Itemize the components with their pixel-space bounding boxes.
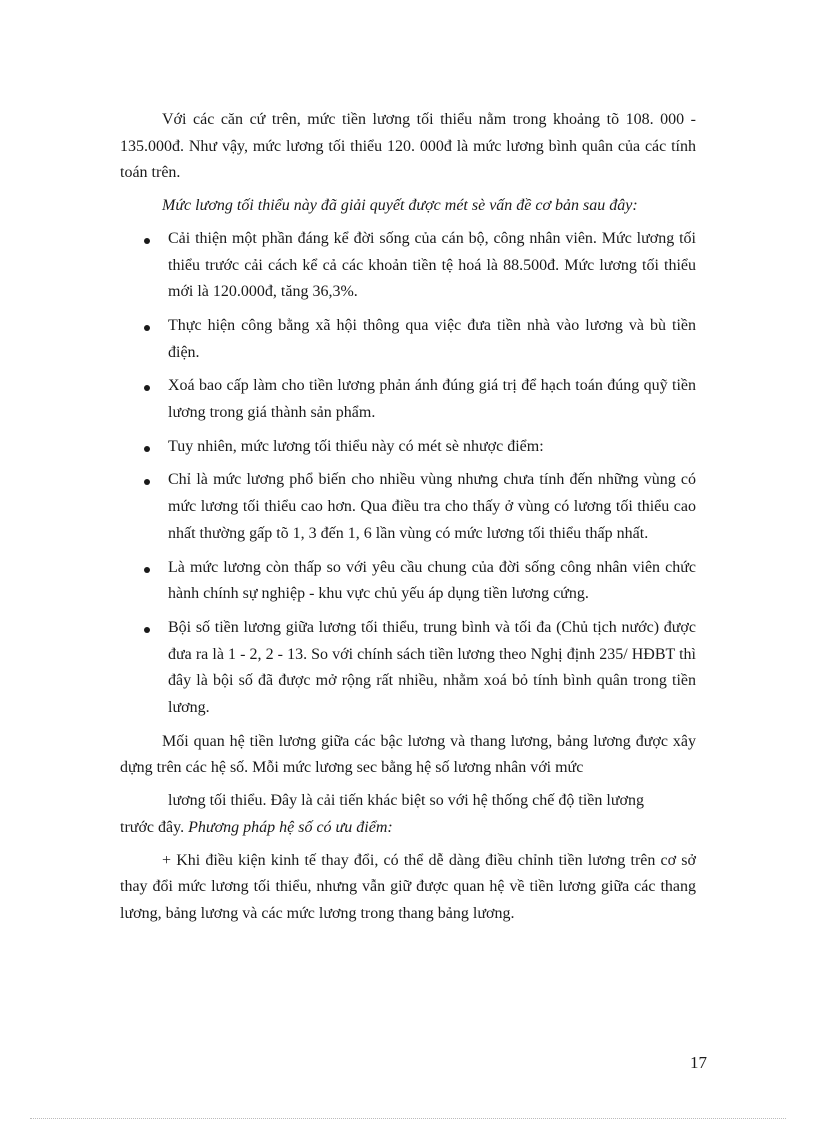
- list-item: [120, 434, 696, 461]
- bullet-dot-icon: [144, 627, 150, 633]
- page-content: [120, 107, 696, 934]
- paragraph-4: [120, 788, 696, 815]
- paragraph-4-cont: [120, 815, 696, 842]
- paragraph-5: + Khi điều kiện kinh tế thay đổi, có thể dễ dàng điều chỉnh tiền lương trên cơ sở thay đổi mức lương tối thiểu, nhưng vẫn giữ được quan hệ về tiền lương giữa các thang lương, bảng lương và các mức lương trong thang bảng lương.: [120, 851, 696, 922]
- list-item: [120, 373, 696, 426]
- list-item: [120, 226, 696, 306]
- paragraph-4-italic: Phương pháp hệ số có ưu điểm:: [188, 818, 393, 836]
- list-item-text: Xoá bao cấp làm cho tiền lương phản ánh đúng giá trị để hạch toán đúng quỹ tiền lương trong giá thành sản phẩm.: [168, 377, 696, 422]
- bullet-list: [120, 226, 696, 722]
- footer-divider: [30, 1118, 786, 1119]
- list-item: [120, 555, 696, 608]
- paragraph-4-line-1: lương tối thiểu. Đây là cải tiến khác biệt so với hệ thống chế độ tiền lương: [168, 792, 644, 810]
- page-number: 17: [690, 1053, 707, 1072]
- paragraph-2: Mức lương tối thiểu này đã giải quyết được mét sè vấn đề cơ bản sau đây:: [162, 197, 638, 215]
- list-item-text: Bội số tiền lương giữa lương tối thiểu, trung bình và tối đa (Chủ tịch nước) được đưa ra là 1 - 2, 2 - 13. So với chính sách tiền lương theo Nghị định 235/ HĐBT thì đây là bội số đã được mở rộng rất nhiều, nhằm xoá bỏ tính bình quân trong tiền lương.: [168, 618, 696, 717]
- list-item-text: Thực hiện công bằng xã hội thông qua việc đưa tiền nhà vào lương và bù tiền điện.: [168, 316, 696, 361]
- bullet-dot-icon: [144, 325, 150, 331]
- bullet-dot-icon: [144, 567, 150, 573]
- list-item-text: Tuy nhiên, mức lương tối thiểu này có mét sè nhược điểm:: [168, 437, 544, 455]
- bullet-dot-icon: [144, 238, 150, 244]
- list-item: [120, 313, 696, 366]
- list-item: [120, 467, 696, 547]
- list-item-text: Cải thiện một phần đáng kể đời sống của cán bộ, công nhân viên. Mức lương tối thiểu trước cải cách kể cả các khoản tiền tệ hoá là 88.500đ. Mức lương tối thiểu mới là 120.000đ, tăng 36,3%.: [168, 229, 696, 301]
- paragraph-1: Với các căn cứ trên, mức tiền lương tối thiểu nằm trong khoảng tõ 108. 000 - 135.000đ. Như vậy, mức lương tối thiểu 120. 000đ là mức lương bình quân của các tính toán trên.: [120, 111, 696, 182]
- bullet-dot-icon: [144, 385, 150, 391]
- bullet-dot-icon: [144, 446, 150, 452]
- list-item: [120, 615, 696, 722]
- list-item-text: Là mức lương còn thấp so với yêu cầu chung của đời sống công nhân viên chức hành chính sự nghiệp - khu vực chủ yếu áp dụng tiền lương cứng.: [168, 558, 696, 603]
- paragraph-3: Mối quan hệ tiền lương giữa các bậc lương và thang lương, bảng lương được xây dựng trên các hệ số. Mỗi mức lương sec bằng hệ số lương nhân với mức: [120, 732, 696, 777]
- paragraph-4-plain: trước đây.: [120, 818, 189, 836]
- bullet-dot-icon: [144, 479, 150, 485]
- list-item-text: Chỉ là mức lương phổ biến cho nhiều vùng nhưng chưa tính đến những vùng có mức lương tối thiểu cao hơn. Qua điều tra cho thấy ở vùng có lương tối thiểu cao nhất thường gấp tõ 1, 3 đến 1, 6 lần vùng có mức lương tối thiểu thấp nhất.: [168, 471, 696, 542]
